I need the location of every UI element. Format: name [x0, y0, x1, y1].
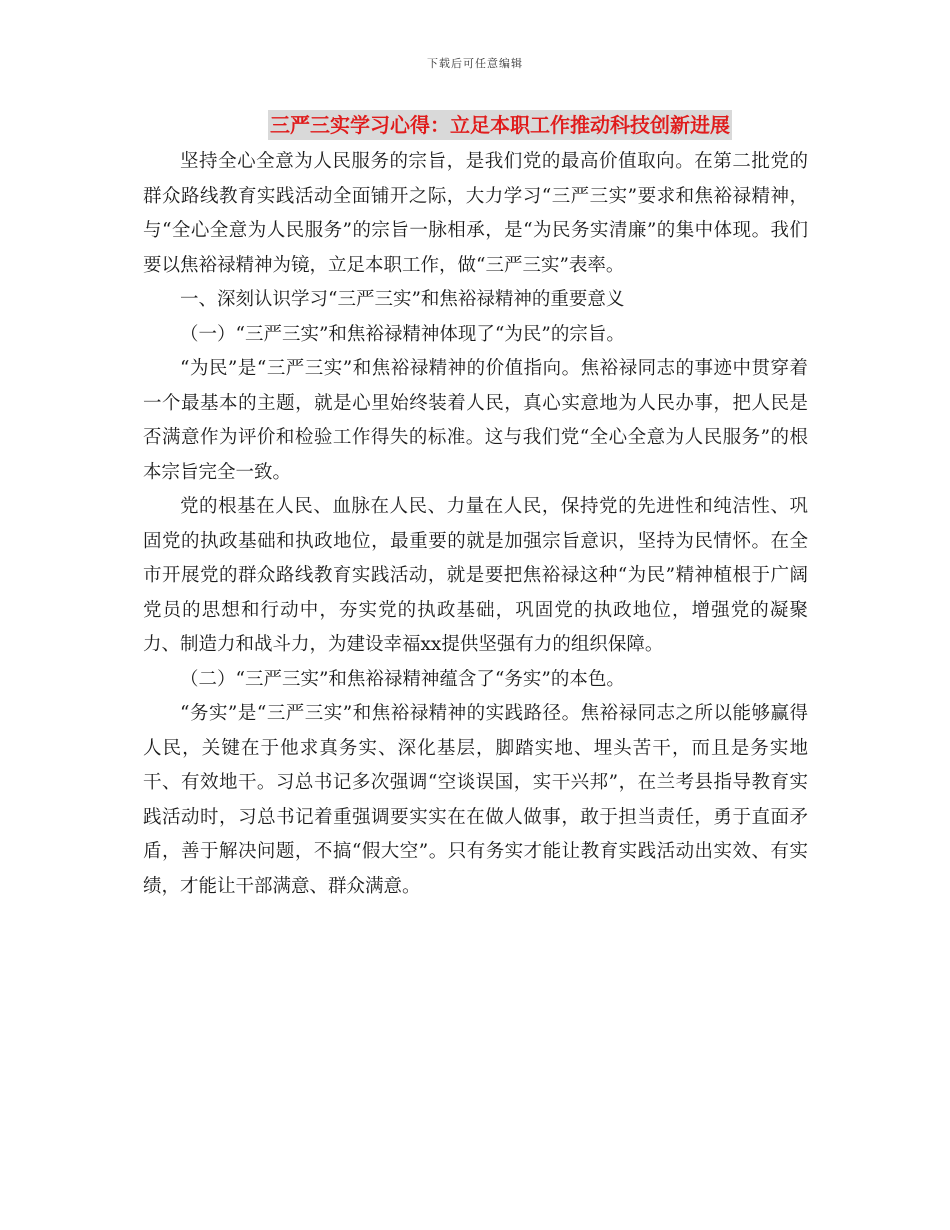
- paragraph-body: 党的根基在人民、血脉在人民、力量在人民，保持党的先进性和纯洁性、巩固党的执政基础和执政地位，最重要的就是加强宗旨意识，坚持为民情怀。在全市开展党的群众路线教育实践活动，就是要把焦裕禄这种“为民”精神植根于广阔党员的思想和行动中，夯实党的执政基础，巩固党的执政地位，增强党的凝聚力、制造力和战斗力，为建设幸福xx提供坚强有力的组织保障。: [143, 496, 808, 655]
- subsection-heading-1: （一）“三严三实”和焦裕禄精神体现了“为民”的宗旨。: [180, 323, 625, 345]
- document-body: [143, 145, 808, 904]
- paragraph-body: “为民”是“三严三实”和焦裕禄精神的价值指向。焦裕禄同志的事迹中贯穿着一个最基本的主题，就是心里始终装着人民，真心实意地为人民办事，把人民是否满意作为评价和检验工作得失的标准。这与我们党“全心全意为人民服务”的根本宗旨完全一致。: [143, 358, 808, 483]
- header-note: 下载后可任意编辑: [427, 57, 523, 70]
- paragraph-intro: 坚持全心全意为人民服务的宗旨，是我们党的最高价值取向。在第二批党的群众路线教育实践活动全面铺开之际，大力学习“三严三实”要求和焦裕禄精神，与“全心全意为人民服务”的宗旨一脉相承，是“为民务实清廉”的集中体现。我们要以焦裕禄精神为镜，立足本职工作，做“三严三实”表率。: [143, 151, 808, 276]
- title-container: [0, 110, 950, 140]
- paragraph-body: “务实”是“三严三实”和焦裕禄精神的实践路径。焦裕禄同志之所以能够赢得人民，关键在于他求真务实、深化基层，脚踏实地、埋头苦干，而且是务实地干、有效地干。习总书记多次强调“空谈误国，实干兴邦”，在兰考县指导教育实践活动时，习总书记着重强调要实实在在做人做事，敢于担当责任，勇于直面矛盾，善于解决问题，不搞“假大空”。只有务实才能让教育实践活动出实效、有实绩，才能让干部满意、群众满意。: [143, 703, 808, 897]
- document-title: 三严三实学习心得：立足本职工作推动科技创新进展: [268, 110, 732, 140]
- section-heading-1: 一、深刻认识学习“三严三实”和焦裕禄精神的重要意义: [180, 289, 625, 310]
- subsection-heading-2: （二）“三严三实”和焦裕禄精神蕴含了“务实”的本色。: [180, 668, 625, 690]
